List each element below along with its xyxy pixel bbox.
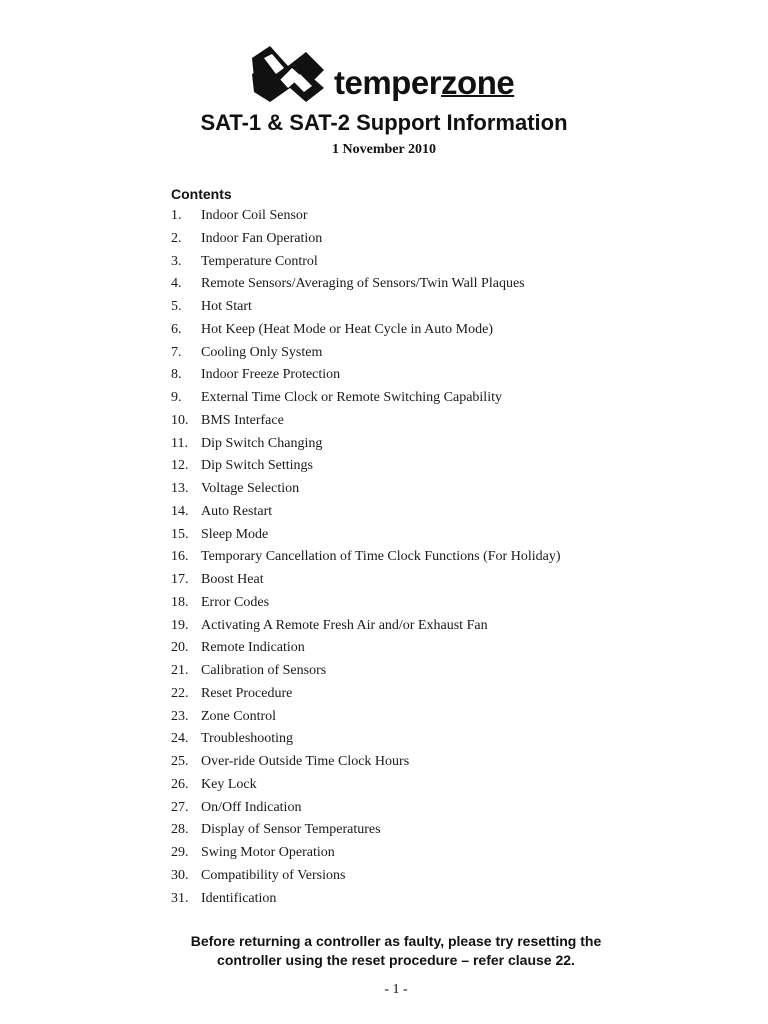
toc-item-label: Indoor Fan Operation xyxy=(201,230,323,246)
toc-item xyxy=(171,501,560,524)
toc-item xyxy=(171,546,560,569)
document-title: SAT-1 & SAT-2 Support Information xyxy=(200,110,568,135)
toc-item-label: Remote Sensors/Averaging of Sensors/Twin Wall Plaques xyxy=(201,276,525,292)
toc-item-number: 19. xyxy=(171,617,189,633)
toc-item xyxy=(171,797,560,820)
toc-item xyxy=(171,865,560,888)
toc-item xyxy=(171,819,560,842)
toc-item xyxy=(171,478,560,501)
toc-item-number: 15. xyxy=(171,526,189,542)
toc-item xyxy=(171,637,560,660)
toc-item-number: 2. xyxy=(171,230,182,246)
toc-item xyxy=(171,205,560,228)
temperzone-emblem-icon xyxy=(248,44,328,104)
toc-item xyxy=(171,364,560,387)
toc-item-number: 3. xyxy=(171,253,182,269)
reset-notice-line-2: controller using the reset procedure – refer clause 22. xyxy=(217,952,575,968)
table-of-contents xyxy=(171,205,560,910)
toc-item-number: 7. xyxy=(171,344,182,360)
toc-item xyxy=(171,433,560,456)
toc-item-label: Key Lock xyxy=(201,776,257,792)
toc-item-label: On/Off Indication xyxy=(201,799,302,815)
toc-item-label: BMS Interface xyxy=(201,412,284,428)
toc-item-number: 24. xyxy=(171,731,189,747)
toc-item-number: 26. xyxy=(171,776,189,792)
toc-item-number: 14. xyxy=(171,503,189,519)
toc-item-number: 21. xyxy=(171,663,189,678)
contents-heading: Contents xyxy=(171,186,232,202)
toc-item-label: Dip Switch Settings xyxy=(201,458,314,474)
toc-item xyxy=(171,728,560,751)
toc-item-number: 22. xyxy=(171,685,189,701)
toc-item-number: 6. xyxy=(171,321,182,337)
toc-item-number: 17. xyxy=(171,572,189,587)
toc-item xyxy=(171,296,560,319)
toc-item xyxy=(171,319,560,342)
toc-item-number: 31. xyxy=(171,890,189,906)
toc-item-label: Indoor Coil Sensor xyxy=(201,208,308,223)
toc-item xyxy=(171,842,560,865)
toc-item-label: Hot Start xyxy=(201,299,252,314)
toc-item-number: 27. xyxy=(171,799,189,815)
toc-item-label: Indoor Freeze Protection xyxy=(201,367,341,383)
toc-item-number: 30. xyxy=(171,867,189,883)
toc-item xyxy=(171,569,560,592)
toc-item-number: 10. xyxy=(171,412,189,428)
toc-item xyxy=(171,251,560,274)
reset-notice xyxy=(0,932,768,970)
toc-item-number: 18. xyxy=(171,594,189,610)
temperzone-logo xyxy=(248,44,538,104)
toc-item-label: Sleep Mode xyxy=(201,526,269,542)
toc-item xyxy=(171,615,560,638)
toc-item-label: Troubleshooting xyxy=(201,731,294,747)
toc-item-label: Over-ride Outside Time Clock Hours xyxy=(201,754,410,769)
toc-item-number: 29. xyxy=(171,845,189,860)
toc-item xyxy=(171,888,560,911)
toc-item-label: Remote Indication xyxy=(201,640,305,656)
page-number: - 1 - xyxy=(384,982,408,997)
toc-item xyxy=(171,751,560,774)
toc-item-label: Reset Procedure xyxy=(201,685,293,701)
toc-item xyxy=(171,410,560,433)
toc-item-number: 20. xyxy=(171,640,189,656)
toc-item-label: Activating A Remote Fresh Air and/or Exhaust Fan xyxy=(201,617,488,633)
toc-item-number: 8. xyxy=(171,367,182,383)
toc-item-number: 9. xyxy=(171,390,182,405)
logo-word-main: temper xyxy=(334,64,442,101)
toc-item-label: Error Codes xyxy=(201,594,270,610)
toc-item-label: Display of Sensor Temperatures xyxy=(201,822,381,838)
toc-item-number: 28. xyxy=(171,822,189,838)
toc-item-label: Dip Switch Changing xyxy=(201,435,323,451)
toc-item-number: 4. xyxy=(171,276,182,292)
toc-item xyxy=(171,706,560,729)
toc-item-label: Temperature Control xyxy=(201,253,318,269)
toc-item xyxy=(171,273,560,296)
toc-item-label: Auto Restart xyxy=(201,503,273,519)
toc-item xyxy=(171,387,560,410)
toc-item xyxy=(171,774,560,797)
toc-item xyxy=(171,228,560,251)
reset-notice-line-1: Before returning a controller as faulty, please try resetting the xyxy=(190,933,602,949)
toc-item-number: 1. xyxy=(171,208,182,223)
toc-item-label: Identification xyxy=(201,890,277,906)
document-date: 1 November 2010 xyxy=(332,142,436,157)
toc-item-number: 25. xyxy=(171,754,189,769)
toc-item-label: Boost Heat xyxy=(201,572,264,587)
toc-item-label: Cooling Only System xyxy=(201,344,323,360)
toc-item xyxy=(171,592,560,615)
toc-item-label: Swing Motor Operation xyxy=(201,845,335,860)
toc-item-label: Compatibility of Versions xyxy=(201,867,346,883)
toc-item-number: 12. xyxy=(171,458,189,474)
toc-item-number: 13. xyxy=(171,481,189,496)
toc-item-label: Zone Control xyxy=(201,708,277,724)
toc-item-number: 5. xyxy=(171,299,182,314)
toc-item-label: Temporary Cancellation of Time Clock Functions (For Holiday) xyxy=(201,549,561,565)
logo-word-accent: zone xyxy=(441,64,515,101)
toc-item xyxy=(171,455,560,478)
toc-item xyxy=(171,660,560,683)
toc-item-number: 16. xyxy=(171,549,189,565)
toc-item-label: Calibration of Sensors xyxy=(201,663,327,678)
toc-item xyxy=(171,342,560,365)
toc-item-number: 11. xyxy=(171,435,188,451)
toc-item-label: External Time Clock or Remote Switching Capability xyxy=(201,390,502,405)
toc-item xyxy=(171,683,560,706)
toc-item-label: Hot Keep (Heat Mode or Heat Cycle in Auto Mode) xyxy=(201,321,493,337)
toc-item-number: 23. xyxy=(171,708,189,724)
toc-item xyxy=(171,524,560,547)
toc-item-label: Voltage Selection xyxy=(201,481,300,496)
logo-wordmark xyxy=(334,66,514,99)
